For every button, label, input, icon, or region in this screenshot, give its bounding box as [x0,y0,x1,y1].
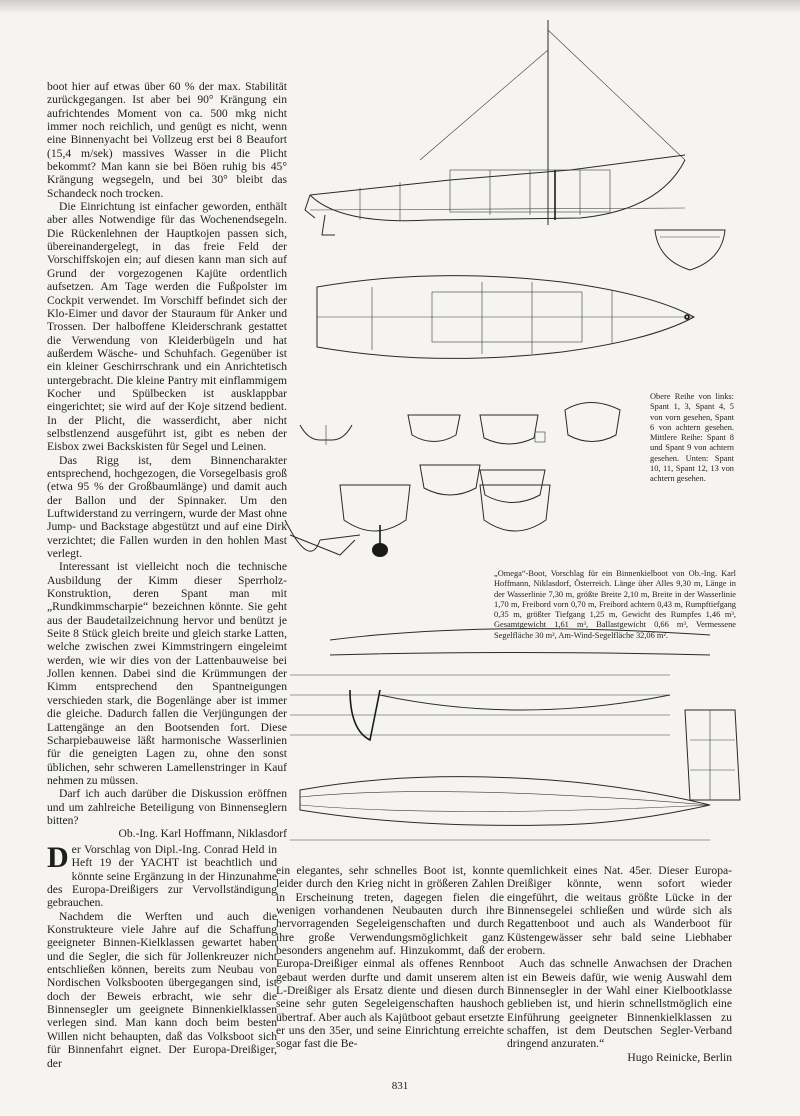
figure-caption-omega: „Omega“-Boot, Vorschlag für ein Binnenkielboot von Ob.-Ing. Karl Hoffmann, Niklasdorf, Österreich. Länge über Alles 9,30 m, Länge in der Wasserlinie 7,30 m, größte Breite 2,10 m, Breite in der Wasserlinie 1,70 m, Freibord vorn 0,70 m, Freibord achtern 0,43 m, Rumpftiefgang 0,35 m, größter Tiefgang 1,25 m, Gewicht des Rumpfes 1,46 m³, Gesamtgewicht 1,61 m³, Ballastgewicht 0,66 m³, Vermessene Segelfläche 30 m², Am-Wind-Segelfläche 32,06 m². [494,569,736,640]
paragraph: ein elegantes, sehr schnelles Boot ist, konnte leider durch den Krieg nicht in größeren Zahlen in Erscheinung treten, dagegen fielen die wenigen vorhandenen Neubauten durch ihre hervorragenden Segeleigenschaften und durch ihre große Verwendungsmöglichkeit ganz besonders angenehm auf. Hinzukommt, daß der Europa-Dreißiger einmal als offenes Rennboot gebaut werden durfte und damit unserem alten L-Dreißiger als Ersatz diente und diesen durch seine sehr guten Segeleigenschaften haushoch übertraf. Aber auch als Kajütboot gebaut ersetzte er uns den 35er, und seine Einrichtung erreichte sogar fast die Be- [276,864,504,1051]
boat-plan-view-drawing [312,262,697,372]
article-column-bottom-3 [507,864,732,1064]
article-column-bottom-2 [276,864,504,1051]
hull-sections-drawing [280,390,640,575]
paragraph: Interessant ist vielleicht noch die technische Ausbildung der Kimm dieser Sperrholz-Konstruktion, deren Spant man mit „Rundkimmscharpie“ bezeichnen könnte. Sie geht aus der Baudetailzeichnung hervor und benützt je Seite 8 Stück gleich breite und gleich starke Latten, welche zwischen zwei Kimmstringern eingeleimt werden, wie wir dies von der Lattenbauweise bei Jollen kennen. Dabei sind die Krümmungen der Kimm entsprechend den Spantneigungen verschieden stark, die Bogenlänge aber ist immer die gleiche. Dadurch fallen die Verjüngungen der Lattengänge an den Bootsenden fort. Diese Scharpiebauweise läßt harmonische Wasserlinien für die geneigten Lagen zu, ohne den sonst üblichen, sehr schweren Lamellenstringer in Kauf nehmen zu müssen. [47,560,287,787]
author-signature: Ob.-Ing. Karl Hoffmann, Niklasdorf [118,827,287,841]
article-column-bottom-1 [47,843,277,1070]
boat-profile-top-drawing [300,20,700,230]
paragraph: boot hier auf etwas über 60 % der max. Stabilität zurückgegangen. Ist aber bei 90° Krängung ein aufrichtendes Moment von ca. 500 mkg nicht immer noch reichlich, und genügt es nicht, wenn eine Binnenyacht bei Vollzeug erst bei 8 Beaufort (15,4 m/sek) massives Wasser in die Plicht bekommt? Man kann sie bei Böen ruhig bis 45° Krängung wegsegeln, und bei 30° bleibt das Schandeck noch trocken. [47,80,287,200]
paragraph: Darf ich auch darüber die Diskussion eröffnen und um zahlreiche Beteiligung von Binnenseglern bitten? [47,787,287,827]
paragraph [47,843,277,910]
paragraph: Auch das schnelle Anwachsen der Drachen ist ein Beweis dafür, wie wenig Auswahl dem Binnensegler in der Wahl einer Kielbootklasse geblieben ist, und hierin schnellstmöglich eine Einführung geeigneter Binnenkielklassen zu schaffen, ist dem Deutschen Segler-Verband dringend anzuraten.“ [507,957,732,1051]
paragraph: Das Rigg ist, dem Binnencharakter entsprechend, hochgezogen, die Vorsegelbasis groß (etwa 95 % der Großbaumlänge) und damit auch der Ballon und der Spinnaker. Um den Luftwiderstand zu verringern, wurde der Mast ohne Jump- und Backstage abgestützt und auf eine Dirk verzichtet; die Fallen wurden in den hohlen Mast verlegt. [47,453,287,561]
article-column-left [47,80,287,841]
drop-cap: D [47,841,69,874]
paragraph: Die Einrichtung ist einfacher geworden, enthält aber alles Notwendige für das Wochenendsegeln. Die Rückenlehnen der Hauptkojen passen sich, übereinandergelegt, in das freie Feld der Vorschiffskojen ein; auf diesen kann man sich auf Grund der vorgezogenen Kajüte ordentlich aufsetzen. Am Tage werden die Fußpolster im Cockpit verwendet. Im Vorschiff befindet sich der Klo-Eimer und davor der Stauraum für Anker und Trossen. Der halboffene Kleiderschrank gestattet die Verwendung von Kleiderbügeln und hat außerdem Wäsche- und Schuhfach. Gegenüber ist ein kleiner Geschirrschrank und ein Anrichtetisch untergebracht. Die kleine Pantry mit einflammigem Kocher und Spülbecken ist ausklappbar eingerichtet; sie wird auf der Koje sitzend bedient. In der Plicht, die wasserdicht, aber nicht selbstlenzend ausgeführt ist, gibt es neben der Eisbox zwei Backskisten für Segel und Leinen. [47,200,287,454]
author-signature: Hugo Reinicke, Berlin [627,1050,732,1064]
page-number: 831 [391,1080,409,1092]
figure-caption-sections: Obere Reihe von links: Spant 1, 3, Spant 4, 5 von vorn gesehen, Spant 6 von achtern gesehen. Mittlere Reihe: Spant 8 und Spant 9 von achtern gesehen. Unten: Spant 10, 11, Spant 12, 13 von achtern gesehen. [650,392,734,484]
page-edge-shadow [0,0,800,14]
paragraph: Nachdem die Werften und auch die Konstrukteure viele Jahre auf die Schaffung geeigneter Binnen-Kielklassen gewartet haben und die Segler, die sich für Jollenkreuzer nicht entschließen können, bereits zum Neubau von Nordischen Volksbooten übergegangen sind, ist doch der Beweis erbracht, wie sehr die Binnensegler um geeignete Binnenkielklassen verlegen sind. Man kann doch beim besten Willen nicht behaupten, daß das Volksboot sich für Binnenfahrt eignet. Der Europa-Dreißiger, der [47,909,277,1070]
paragraph: quemlichkeit eines Nat. 45er. Dieser Europa-Dreißiger könnte, wenn sofort wieder eingeführt, die weitaus größte Lücke in der Binnensegelei schließen und würde sich als Regattenboot und auch als Wanderboot für Küstengewässer sehr bald seine Liebhaber erobern. [507,864,732,958]
paragraph-text: er Vorschlag von Dipl.-Ing. Conrad Held in Heft 19 der YACHT ist beachtlich und könnte seine Ergänzung in der Hinzunahme des Europa-Dreißigers zur Vervollständigung gebrauchen. [47,843,277,910]
